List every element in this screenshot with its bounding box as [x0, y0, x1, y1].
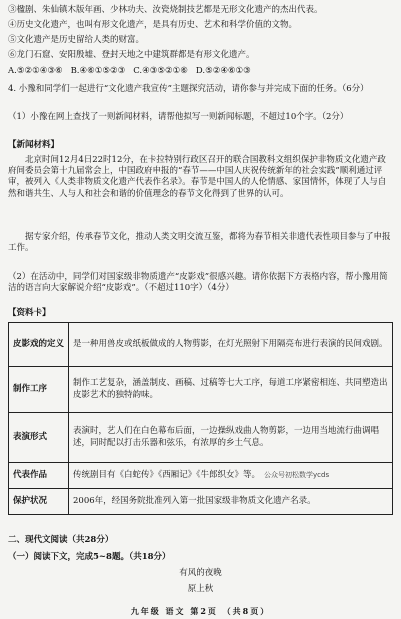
- reference-card-tag: 【资料卡】: [8, 308, 51, 318]
- row-value: 是一种用兽皮或纸板做成的人物剪影，在灯光照射下用隔亮布进行表演的民间戏剧。: [69, 323, 393, 367]
- statement-5: ⑤文化遗产是历史留给人类的财富。: [8, 35, 145, 45]
- answer-options: [8, 66, 394, 77]
- news-material-tag: 【新闻材料】: [8, 140, 60, 150]
- row-key: 保护状况: [9, 489, 69, 515]
- option-d[interactable]: D.⑤②④⑥①③: [195, 66, 251, 76]
- news-paragraph-1: 北京时间12月4日22时12分，在卡拉特别行政区召开的联合国教科文组织保护非物质文化遗产政府间委员会第十九届常会上，中国政府申报的“春节——中国人庆祝传统新年的社会实践”顺利通过评审，被列入《人类非物质文化遗产代表作名录》。春节是中国人的人伦情感、家国情怀，体现了人与自然和谐共生、人与人和社会和谐的价值理念的春节文化得到了世界的认可。: [8, 155, 387, 199]
- question-4-2: （2）在活动中，同学们对国家级非物质遗产“皮影戏”很感兴趣。请你依据下方表格内容，帮小豫用简洁的语言向大家解说介绍“皮影戏”。（不超过110字）（4分）: [8, 272, 388, 294]
- row-value: 表演时，艺人们在白色幕布后面，一边操纵戏曲人物剪影，一边用当地流行曲调唱述，同时配以打击乐器和弦乐，有浓厚的乡土气息。: [69, 413, 393, 463]
- essay-title: 有风的夜晚: [179, 568, 222, 578]
- option-b[interactable]: B.④⑥①⑤②③: [70, 66, 126, 76]
- watermark-text: 公众号初松数学ycds: [264, 470, 330, 479]
- row-value: 2006年，经国务院批准列入第一批国家级非物质文化遗产名录。: [69, 489, 393, 515]
- page-footer: 九年级 语文 第2页 （共8页）: [130, 606, 271, 616]
- option-c[interactable]: C.④③⑤②①⑥: [133, 66, 188, 76]
- table-row: [9, 413, 393, 463]
- essay-author: 原上秋: [187, 584, 214, 594]
- table-row: [9, 323, 393, 367]
- news-paragraph-2: 据专家介绍，传承春节文化，推动人类文明交流互鉴，都将为春节相关非遗代表性项目参与了申报工作。: [8, 232, 391, 254]
- row-value: 制作工艺复杂，涵盖制皮、画稿、过稿等七大工序，每道工序紧密相连、共同塑造出皮影艺术的独特韵味。: [69, 367, 393, 413]
- row-key: 代表作品: [9, 463, 69, 489]
- works-text: 传统剧目有《白蛇传》《西厢记》《牛郎织女》等。: [73, 469, 261, 480]
- question-4-stem: 4. 小豫和同学们一起进行“文化遗产我宣传”主题探究活动，请你参与并完成下面的任务。（6分）: [8, 84, 369, 94]
- row-key: 皮影戏的定义: [9, 323, 69, 367]
- statement-3: ③楹剧、朱仙镇木版年画、少林功夫、汝瓷烧制技艺都是无形文化遗产的杰出代表。: [8, 5, 323, 15]
- table-row: [9, 367, 393, 413]
- row-value: [69, 463, 393, 489]
- row-key: 制作工序: [9, 367, 69, 413]
- table-row: [9, 489, 393, 515]
- table-row: [9, 463, 393, 489]
- statement-4: ④历史文化遗产，也叫有形文化遗产，是具有历史、艺术和科学价值的文物。: [8, 20, 298, 30]
- question-4-1: （1）小豫在网上查找了一则新闻材料，请帮他拟写一则新闻标题，不超过10个字。（2分）: [8, 112, 349, 122]
- reference-table: [8, 322, 393, 515]
- section-2-heading: 二、现代文阅读（共28分）: [8, 535, 114, 545]
- row-key: 表演形式: [9, 413, 69, 463]
- option-a[interactable]: A.⑤②①④③⑥: [8, 66, 63, 76]
- statement-6: ⑥龙门石窟、安阳殷墟、登封天地之中建筑群都是有形文化遗产。: [8, 50, 255, 60]
- section-2-part-1: （一）阅读下文，完成5~8题。（共18分）: [8, 552, 171, 562]
